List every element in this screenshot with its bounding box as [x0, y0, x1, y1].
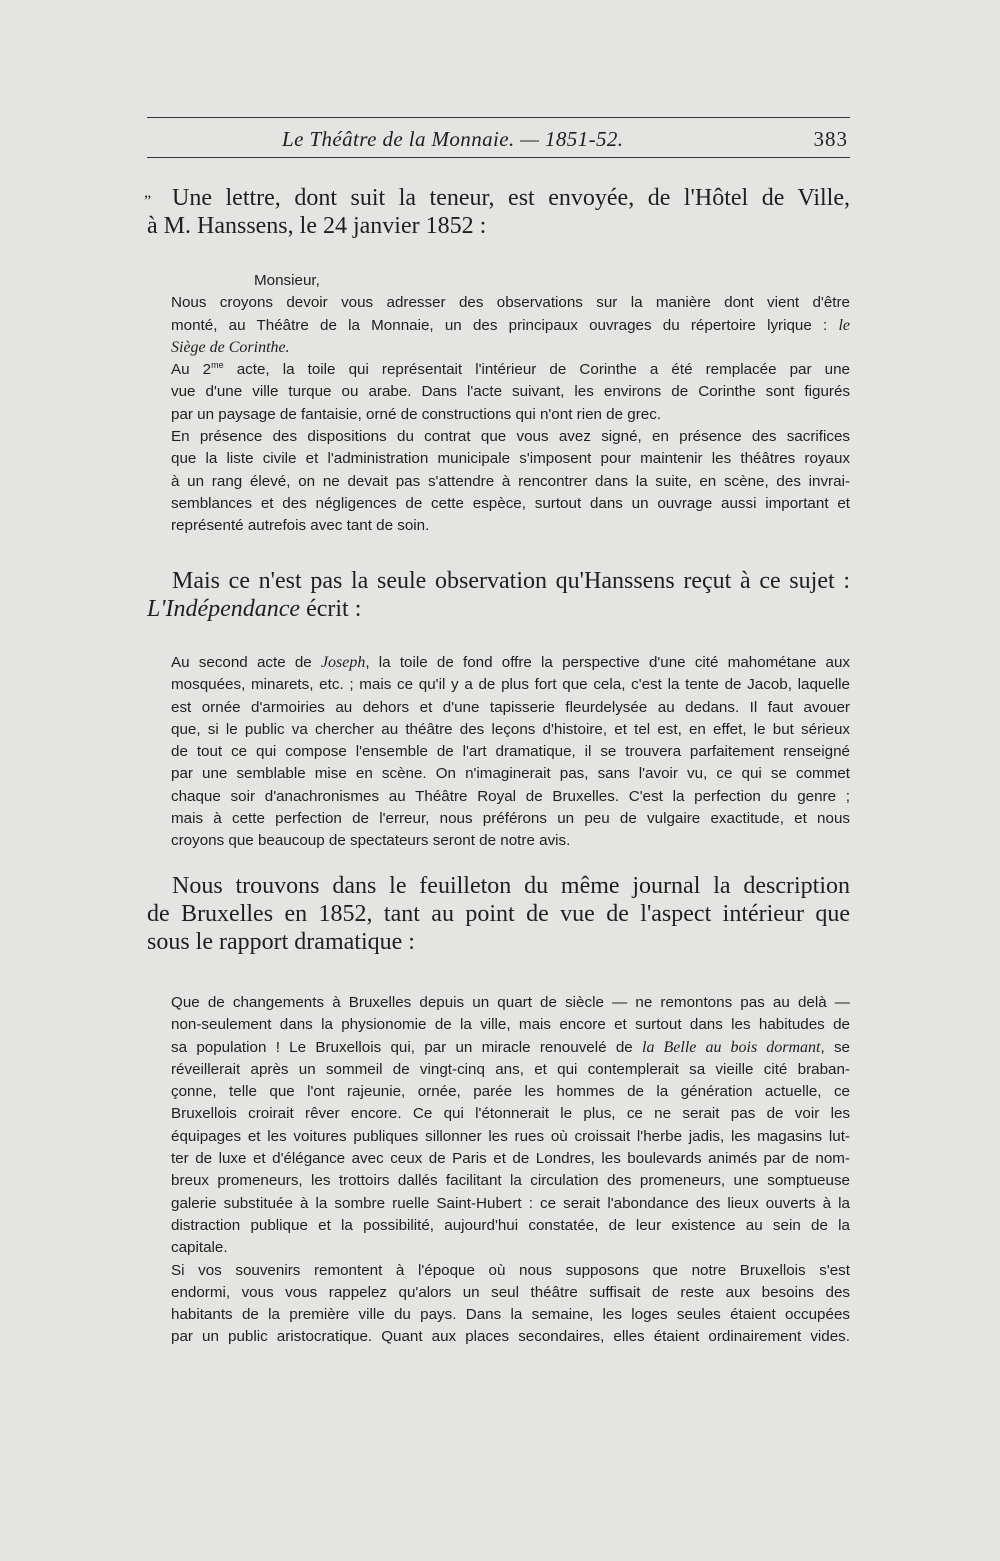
text-line: habitants de la première ville du pays. Dans la semaine, les loges seules étaient occupées — [171, 1306, 850, 1324]
text-line: par une semblable mise en scène. On n'imaginerait pas, sans l'avoir vu, ce qui se commet — [171, 765, 850, 783]
text-line: représenté autrefois avec tant de soin. — [171, 517, 430, 535]
letter-quote — [147, 270, 850, 538]
text-line — [147, 652, 850, 674]
text-line: mosquées, minarets, etc. ; mais ce qu'il y a de plus fort que cela, c'est la tente de Jacob, laquelle — [171, 676, 850, 694]
text-line: endormi, vous vous rappelez qu'alors un seul théâtre suffisait de reste aux besoins des — [171, 1283, 850, 1301]
header-top-rule — [147, 117, 850, 118]
text-line: Mais ce n'est pas la seule observation qu'Hanssens reçut à ce sujet : — [172, 568, 850, 594]
work-title: Joseph — [320, 654, 366, 671]
text-line: de tout ce qui compose l'ensemble de l'art dramatique, il se trouvera parfaitement renseigné — [171, 743, 850, 761]
quote-paragraph — [147, 1260, 850, 1349]
newspaper-quote-1 — [147, 652, 850, 853]
text-line: que la liste civile et l'administration municipale s'imposent pour maintenir les théâtres royaux — [171, 450, 850, 468]
work-title: Siège de Corinthe. — [171, 338, 290, 356]
text-line — [147, 315, 850, 337]
text-line: breux promeneurs, les trottoirs dallés facilitant la circulation des promeneurs, une somptueuse — [171, 1172, 850, 1190]
text-line: que, si le public va chercher au théâtre des leçons d'histoire, et tel est, en effet, le but sérieux — [171, 720, 850, 738]
letter-paragraph-1 — [147, 292, 850, 359]
text-run: monté, au Théâtre de la Monnaie, un des principaux ouvrages du répertoire lyrique : — [171, 316, 839, 334]
ordinal-superscript: me — [211, 360, 224, 371]
text-line: capitale. — [171, 1239, 228, 1257]
text-line: croyons que beaucoup de spectateurs seront de notre avis. — [171, 832, 571, 850]
text-run: , se — [820, 1038, 851, 1056]
intro-paragraph-1 — [147, 184, 850, 240]
text-line: Une lettre, dont suit la teneur, est envoyée, de l'Hôtel de Ville, — [172, 185, 850, 211]
text-line: distraction publique et la possibilité, aujourd'hui constatée, de leur existence au sein de la — [171, 1216, 850, 1234]
running-header — [147, 124, 850, 154]
text-line: à un rang élevé, on ne devait pas s'attendre à rencontrer dans la suite, en scène, des invrai- — [171, 472, 850, 490]
text-line: galerie substituée à la sombre ruelle Saint-Hubert : ce serait l'abondance des lieux ouverts à la — [171, 1194, 850, 1212]
quote-paragraph — [147, 992, 850, 1260]
letter-salutation: Monsieur, — [254, 272, 320, 289]
text-line: sous le rapport dramatique : — [147, 929, 415, 955]
text-line: En présence des dispositions du contrat que vous avez signé, en présence des sacrifices — [171, 428, 850, 446]
text-line: réveillerait après un sommeil de vingt-cinq ans, et qui contemplerait sa vieille cité braban- — [171, 1060, 850, 1078]
text-line: par un paysage de fantaisie, orné de constructions qui n'ont rien de grec. — [171, 405, 662, 423]
text-run: sa population ! Le Bruxellois qui, par un miracle renouvelé de — [171, 1038, 643, 1056]
text-line: chaque soir d'anachronismes au Théâtre Royal de Bruxelles. C'est la perfection du genre ; — [171, 787, 850, 805]
text-line: est ornée d'armoiries au dehors et d'une tapisserie fleurdelysée au dedans. Il faut avouer — [171, 698, 850, 716]
work-title: le — [838, 316, 850, 334]
text-line: semblances et des négligences de cette espèce, surtout dans un ouvrage aussi important et — [171, 494, 850, 512]
letter-paragraph-3 — [147, 426, 850, 537]
text-line: mais à cette perfection de l'erreur, nous préférons un peu de vulgaire exactitude, et nous — [171, 810, 850, 828]
work-title: la Belle au bois dormant — [642, 1038, 821, 1056]
text-run: acte, la toile qui représentait l'intérieur de Corinthe a été remplacée par une — [223, 361, 850, 379]
text-line: Bruxellois croirait rêver encore. Ce qui l'étonnerait le plus, ce ne serait pas de voir les — [171, 1105, 850, 1123]
text-line: équipages et les voitures publiques sillonner les rues où croissait l'herbe jadis, les magasins lut- — [171, 1127, 850, 1145]
text-line: Nous trouvons dans le feuilleton du même journal la description — [172, 873, 850, 899]
text-line: çonne, telle que l'ont rajeunie, ornée, parée les hommes de la génération actuelle, ce — [171, 1083, 850, 1101]
text-run: Au second acte de — [171, 654, 321, 671]
text-line: vue d'une ville turque ou arabe. Dans l'acte suivant, les environs de Corinthe sont figurés — [171, 383, 850, 401]
intro-paragraph-3 — [147, 872, 850, 956]
page-number: 383 — [813, 127, 848, 151]
running-title: Le Théâtre de la Monnaie. — 1851-52. — [282, 127, 624, 151]
letter-paragraph-2 — [147, 359, 850, 426]
text-line: de Bruxelles en 1852, tant au point de vue de l'aspect intérieur que — [147, 901, 850, 927]
text-run: écrit : — [300, 596, 362, 622]
text-line — [147, 595, 850, 623]
text-line: Si vos souvenirs remontent à l'époque où nous supposons que notre Bruxellois s'est — [171, 1261, 850, 1279]
text-line: ter de luxe et d'élégance avec ceux de Paris et de Londres, les boulevards animés par de nom- — [171, 1150, 850, 1168]
newspaper-quote-2 — [147, 992, 850, 1349]
text-run: , la toile de fond offre la perspective d'une cité mahométane aux — [365, 654, 850, 671]
text-line: Que de changements à Bruxelles depuis un quart de siècle — ne remontons pas au delà — — [171, 994, 850, 1011]
quote-paragraph — [147, 652, 850, 853]
text-line — [147, 359, 850, 381]
margin-mark: „ — [144, 184, 152, 201]
text-line — [147, 1037, 850, 1059]
newspaper-title: L'Indépendance — [147, 596, 301, 622]
header-bottom-rule — [147, 157, 850, 158]
text-line: par un public aristocratique. Quant aux places secondaires, elles étaient ordinairement vides. — [171, 1328, 850, 1346]
intro-paragraph-2 — [147, 567, 850, 623]
text-line: à M. Hanssens, le 24 janvier 1852 : — [147, 213, 487, 239]
text-line: non-seulement dans la physionomie de la ville, mais encore et surtout dans les habitudes de — [171, 1016, 850, 1034]
text-line: Nous croyons devoir vous adresser des observations sur la manière dont vient d'être — [171, 294, 850, 312]
text-run: Au 2 — [171, 361, 212, 379]
